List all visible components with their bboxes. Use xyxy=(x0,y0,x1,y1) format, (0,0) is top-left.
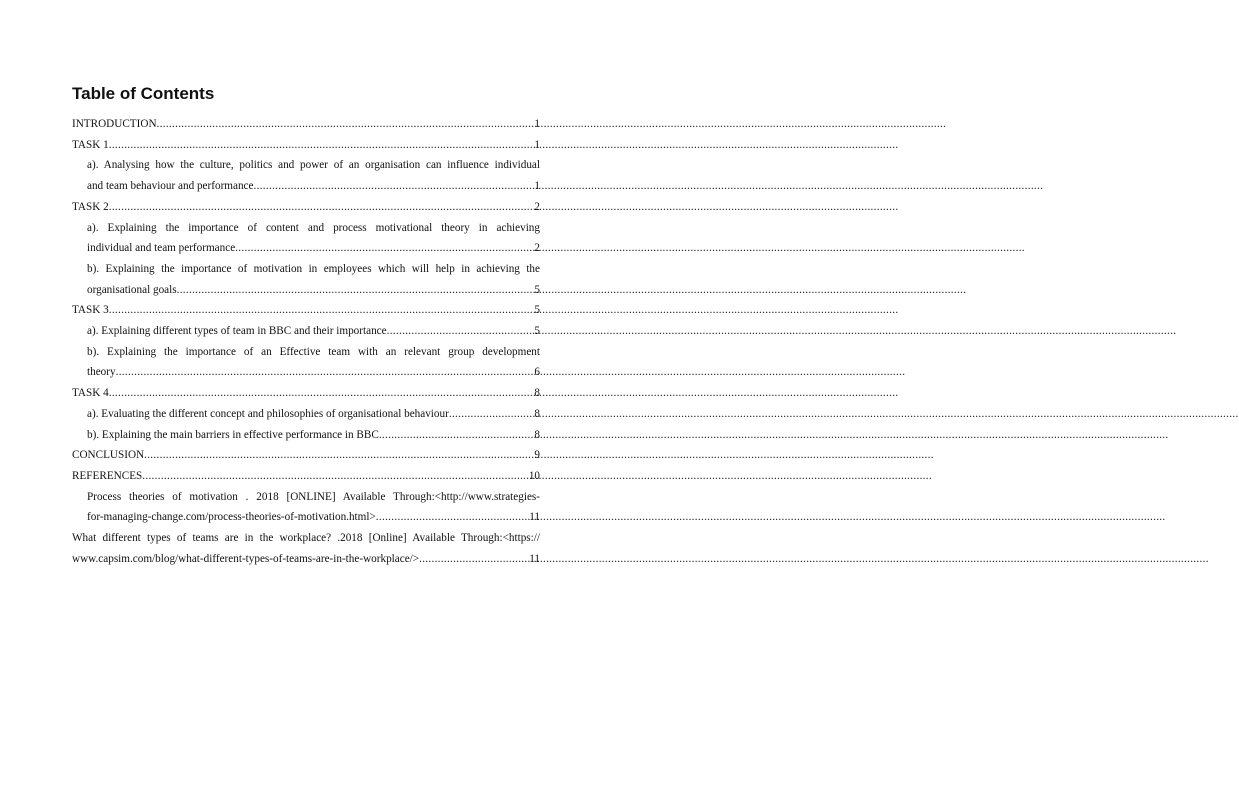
toc-page-number: 1 xyxy=(534,118,540,130)
toc-page-number: 10 xyxy=(528,469,540,482)
dot-leader xyxy=(177,280,535,301)
toc-entry-label: a). Explaining different types of team in BBC and their importance xyxy=(87,325,387,338)
toc-entry-text: a). Explaining the importance of content and process motivational theory in achieving xyxy=(87,221,540,234)
toc-entry-line xyxy=(72,135,540,156)
toc-entry-label: and team behaviour and performance xyxy=(87,180,254,193)
toc-entry[interactable] xyxy=(72,383,540,404)
toc-entry-label: INTRODUCTION xyxy=(72,118,157,130)
toc-page-number: 8 xyxy=(534,407,540,420)
toc-entry[interactable] xyxy=(72,114,540,135)
toc-entry-label: b). Explaining the main barriers in effective performance in BBC xyxy=(87,428,379,441)
toc-entry-label: TASK 4 xyxy=(72,387,109,400)
dot-leader xyxy=(109,383,535,404)
dot-leader xyxy=(109,300,535,321)
dot-leader xyxy=(144,445,534,466)
toc-entry-label: theory xyxy=(87,366,116,379)
document-page xyxy=(0,0,612,792)
toc-entry[interactable] xyxy=(72,197,540,218)
toc-entry-line xyxy=(87,404,540,425)
toc-entry[interactable] xyxy=(72,342,540,383)
toc-page-number: 1 xyxy=(534,180,540,193)
toc-entry-label: a). Evaluating the different concept and philosophies of organisational behaviour xyxy=(87,407,449,420)
toc-entry-text: a). Analysing how the culture, politics and power of an organisation can influence individual xyxy=(87,159,540,172)
dot-leader xyxy=(376,507,529,528)
toc-entry-text: Process theories of motivation . 2018 [ONLINE] Available Through:<http://www.strategies- xyxy=(87,490,540,503)
toc-entry[interactable] xyxy=(72,259,540,300)
toc-page-number: 5 xyxy=(534,283,540,296)
toc-entry-line xyxy=(87,321,540,342)
toc-entry-line xyxy=(87,362,540,383)
toc-entry[interactable] xyxy=(72,218,540,259)
toc-entry-line xyxy=(72,300,540,321)
toc-page-number: 6 xyxy=(534,366,540,379)
toc-entry-line xyxy=(87,176,540,197)
toc-page-number: 9 xyxy=(534,449,540,462)
toc-entry-label: TASK 3 xyxy=(72,304,109,317)
toc-entry-label: REFERENCES xyxy=(72,469,143,482)
toc-page-number: 2 xyxy=(534,242,540,255)
toc-page-number: 2 xyxy=(534,200,540,213)
toc-entry-label: for-managing-change.com/process-theories-of-motivation.html> xyxy=(87,511,376,524)
dot-leader xyxy=(379,425,535,446)
toc-title: Table of Contents xyxy=(72,84,215,103)
dot-leader xyxy=(419,549,529,570)
toc-entry-label: individual and team performance xyxy=(87,242,236,255)
toc-page-number: 8 xyxy=(534,387,540,400)
dot-leader xyxy=(235,238,534,259)
toc-entry-line xyxy=(72,114,540,135)
toc-entry-text: b). Explaining the importance of motivation in employees which will help in achieving the xyxy=(87,262,540,275)
dot-leader xyxy=(254,176,535,197)
toc-entry[interactable] xyxy=(72,445,540,466)
dot-leader xyxy=(109,197,535,218)
toc-page-number: 1 xyxy=(534,138,540,151)
toc-entry-line xyxy=(87,238,540,259)
toc-page-number: 5 xyxy=(534,304,540,317)
toc-entry-line xyxy=(87,280,540,301)
dot-leader xyxy=(116,362,535,383)
dot-leader xyxy=(387,321,535,342)
toc-entry-label: TASK 1 xyxy=(72,138,109,151)
toc-entry[interactable] xyxy=(72,466,540,487)
toc-entry-label: organisational goals xyxy=(87,283,177,296)
toc-entry[interactable] xyxy=(72,404,540,425)
toc-entry-line xyxy=(72,197,540,218)
dot-leader xyxy=(157,114,535,135)
toc-entry-label: TASK 2 xyxy=(72,200,109,213)
toc-page-number: 11 xyxy=(529,552,540,565)
toc-entry-text: b). Explaining the importance of an Effective team with an relevant group development xyxy=(87,345,540,358)
dot-leader xyxy=(109,135,535,156)
toc-entry-label: CONCLUSION xyxy=(72,449,145,462)
toc-entry-line xyxy=(87,507,540,528)
toc-entry[interactable] xyxy=(72,135,540,156)
toc-entry[interactable] xyxy=(72,155,540,196)
toc-entry-text: What different types of teams are in the workplace? .2018 [Online] Available Through:<https:// xyxy=(72,532,540,545)
toc-entry-label: www.capsim.com/blog/what-different-types-of-teams-are-in-the-workplace/> xyxy=(72,552,420,565)
toc-entry-line xyxy=(72,466,540,487)
toc-entry[interactable] xyxy=(72,321,540,342)
toc-page-number: 11 xyxy=(529,511,540,524)
toc-page-number: 8 xyxy=(534,428,540,441)
toc-entry-line xyxy=(72,549,540,570)
dot-leader xyxy=(449,404,535,425)
toc-entry[interactable] xyxy=(72,300,540,321)
toc-entry[interactable] xyxy=(72,425,540,446)
toc-entry-line xyxy=(87,425,540,446)
toc-page-number: 5 xyxy=(534,325,540,338)
toc-entry-line xyxy=(72,445,540,466)
toc-entry-line xyxy=(72,383,540,404)
dot-leader xyxy=(142,466,529,487)
toc-entry[interactable] xyxy=(72,528,540,569)
table-of-contents xyxy=(72,114,540,569)
toc-entry[interactable] xyxy=(72,487,540,528)
